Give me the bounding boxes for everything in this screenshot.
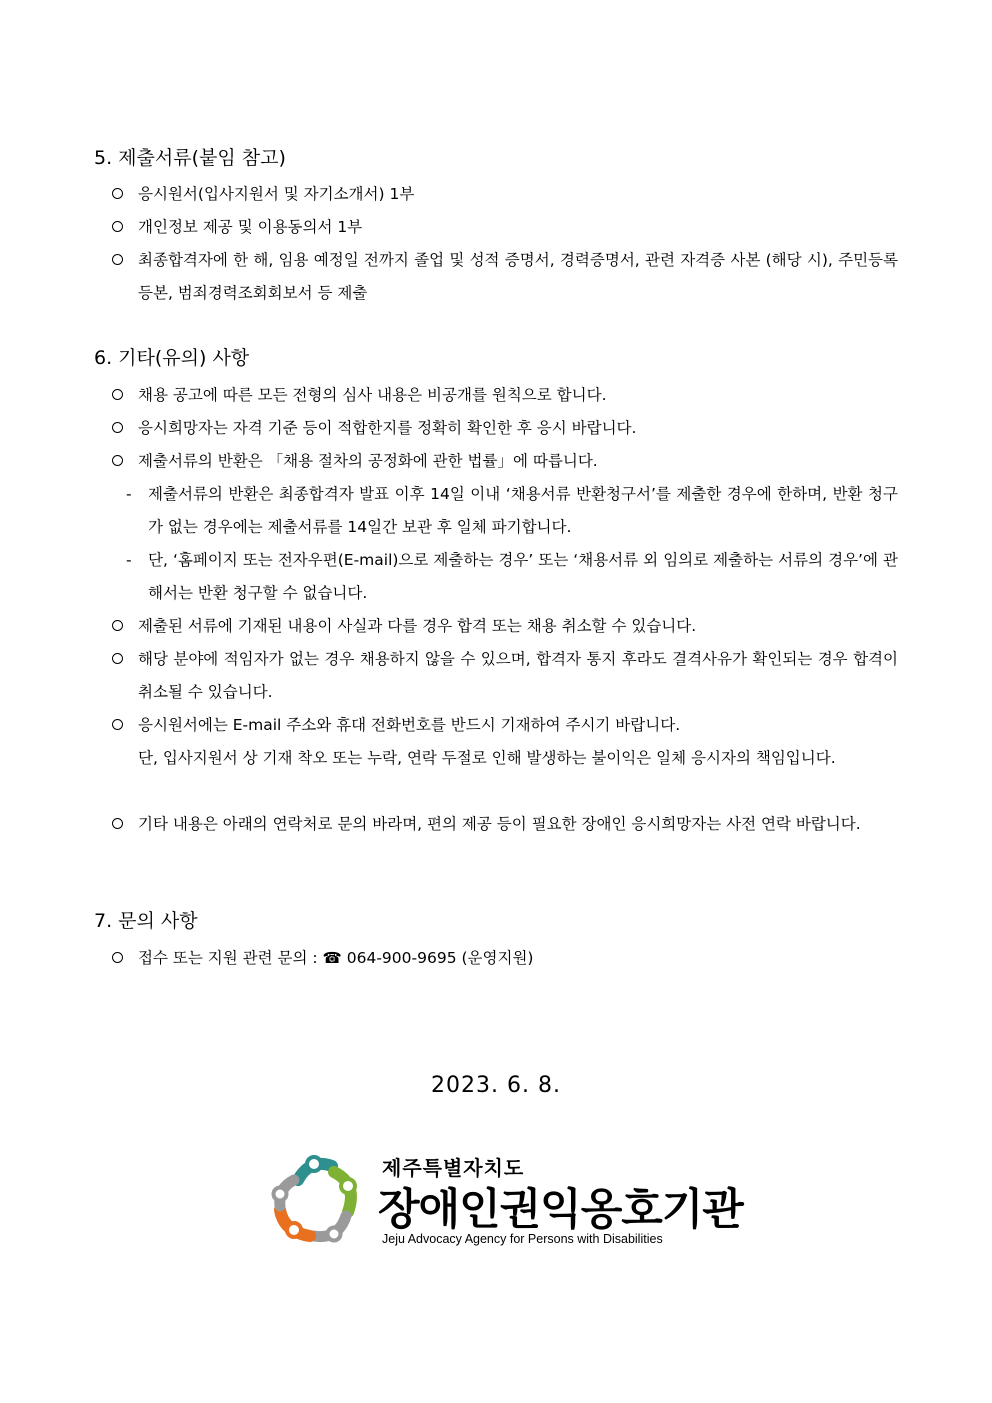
hollow-circle-icon xyxy=(112,389,123,400)
organization-english-name: Jeju Advocacy Agency for Persons with Disabilities xyxy=(382,1232,663,1246)
dash-marker: - xyxy=(126,551,132,569)
emblem-icon xyxy=(268,1150,368,1250)
list-item: 기타 내용은 아래의 연락처로 문의 바라며, 편의 제공 등이 필요한 장애인 응시희망자는 사전 연락 바랍니다. xyxy=(112,808,898,841)
organization-name: 장애인권익옹호기관 xyxy=(378,1185,743,1235)
sub-list-item: - 단, ‘홈페이지 또는 전자우편(E-mail)으로 제출하는 경우’ 또는 ‘채용서류 외 임의로 제출하는 서류의 경우’에 관해서는 반환 청구할 수 없습니다. xyxy=(126,544,898,610)
hollow-circle-icon xyxy=(112,719,123,730)
list-item: 해당 분야에 적임자가 없는 경우 채용하지 않을 수 있으며, 합격자 통지 후라도 결격사유가 확인되는 경우 합격이 취소될 수 있습니다. xyxy=(112,643,898,709)
hollow-circle-icon xyxy=(112,818,123,829)
note-paragraph: 단, 입사지원서 상 기재 착오 또는 누락, 연락 두절로 인해 발생하는 불이익은 일체 응시자의 책임입니다. xyxy=(138,749,836,767)
organization-region: 제주특별자치도 xyxy=(382,1156,525,1180)
section-6-heading: 6. 기타(유의) 사항 xyxy=(94,347,250,369)
hollow-circle-icon xyxy=(112,188,123,199)
list-item: 최종합격자에 한 해, 임용 예정일 전까지 졸업 및 성적 증명서, 경력증명서, 관련 자격증 사본 (해당 시), 주민등록등본, 범죄경력조회회보서 등 제출 xyxy=(112,244,898,310)
hollow-circle-icon xyxy=(112,952,123,963)
list-item: 개인정보 제공 및 이용동의서 1부 xyxy=(112,211,898,244)
list-item: 응시원서(입사지원서 및 자기소개서) 1부 xyxy=(112,178,898,211)
list-item: 제출서류의 반환은 「채용 절차의 공정화에 관한 법률」에 따릅니다. xyxy=(112,445,898,478)
hollow-circle-icon xyxy=(112,620,123,631)
phone-icon: ☎ xyxy=(322,949,342,967)
section-5-heading: 5. 제출서류(붙임 참고) xyxy=(94,147,286,169)
list-item: 응시희망자는 자격 기준 등이 적합한지를 정확히 확인한 후 응시 바랍니다. xyxy=(112,412,898,445)
list-item: 제출된 서류에 기재된 내용이 사실과 다를 경우 합격 또는 채용 취소할 수 있습니다. xyxy=(112,610,898,643)
dash-marker: - xyxy=(126,485,132,503)
document-date: 2023. 6. 8. xyxy=(431,1073,561,1098)
hollow-circle-icon xyxy=(112,254,123,265)
contact-number: 064-900-9695 (운영지원) xyxy=(341,949,534,967)
sub-list-item: - 제출서류의 반환은 최종합격자 발표 이후 14일 이내 ‘채용서류 반환청구서’를 제출한 경우에 한하며, 반환 청구가 없는 경우에는 제출서류를 14일간 보관 후 일체 파기합니다. xyxy=(126,478,898,544)
hollow-circle-icon xyxy=(112,455,123,466)
list-item: 채용 공고에 따른 모든 전형의 심사 내용은 비공개를 원칙으로 합니다. xyxy=(112,379,898,412)
hollow-circle-icon xyxy=(112,221,123,232)
list-item: 응시원서에는 E-mail 주소와 휴대 전화번호를 반드시 기재하여 주시기 바랍니다. xyxy=(112,709,898,742)
section-7-heading: 7. 문의 사항 xyxy=(94,910,198,932)
hollow-circle-icon xyxy=(112,422,123,433)
contact-label: 접수 또는 지원 관련 문의 : xyxy=(138,949,323,967)
hollow-circle-icon xyxy=(112,653,123,664)
contact-item xyxy=(112,942,898,975)
organization-logo xyxy=(268,1146,743,1254)
